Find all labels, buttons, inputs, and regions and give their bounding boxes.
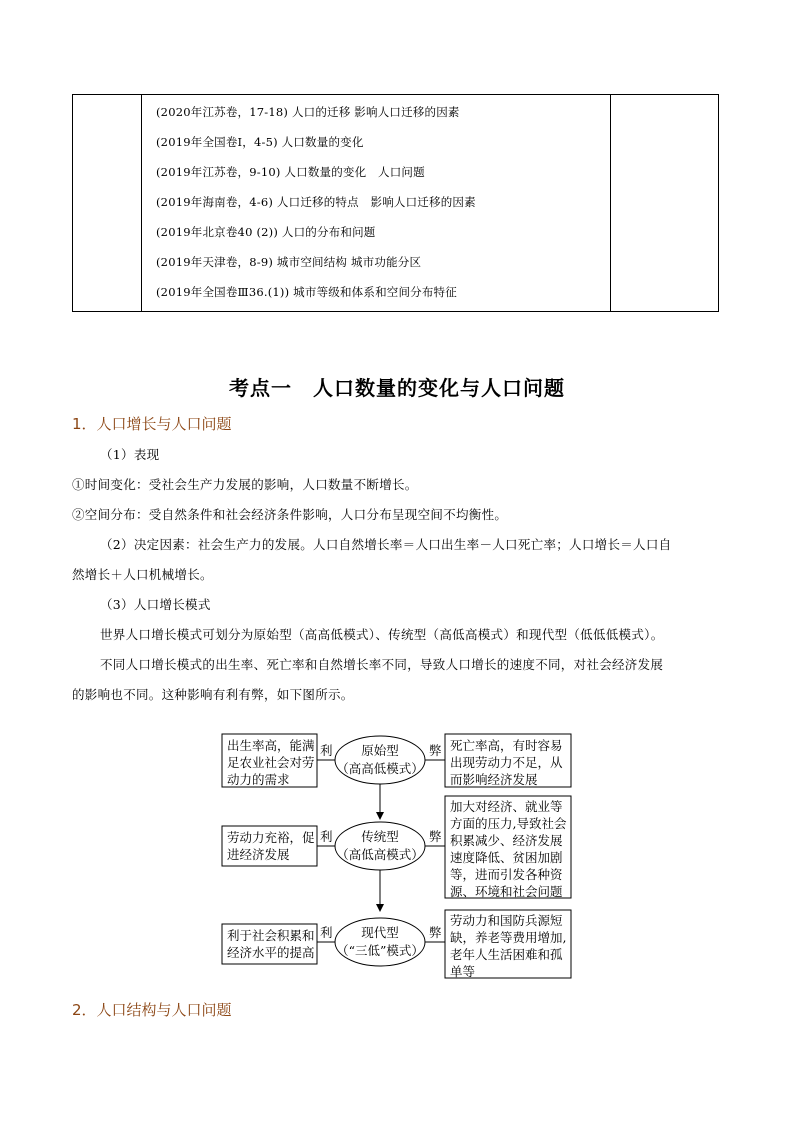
heading-population-growth: 1．人口增长与人口问题 — [72, 415, 232, 433]
reference-item: (2019年全国卷Ⅰ，4-5) 人口数量的变化 — [156, 135, 364, 149]
model-title: 原始型 — [361, 743, 399, 758]
text-line: 积累减少、经济发展 — [450, 833, 563, 848]
label-disadvantage-3: 弊 — [429, 925, 442, 940]
paragraph-effects: 不同人口增长模式的出生率、死亡率和自然增长率不同，导致人口增长的速度不同，对社会经济发展 — [100, 657, 664, 672]
text-line: 动力的需求 — [227, 772, 290, 787]
heading-population-structure: 2．人口结构与人口问题 — [72, 1001, 232, 1019]
text-line: 速度降低、贫困加剧 — [450, 850, 563, 865]
model-pattern: （“三低”模式） — [336, 943, 424, 958]
paragraph-determinants: （2）决定因素：社会生产力的发展。人口自然增长率＝人口出生率－人口死亡率；人口增长＝人口自 — [100, 537, 672, 552]
label-disadvantage-2: 弊 — [429, 829, 442, 844]
paragraph-time-change: ①时间变化：受社会生产力发展的影响，人口数量不断增长。 — [72, 477, 418, 492]
label-disadvantage-1: 弊 — [429, 743, 442, 758]
text-line: 出生率高，能满 — [227, 738, 315, 753]
text-line: 而影响经济发展 — [450, 772, 538, 787]
model-pattern: （高高低模式） — [336, 761, 424, 776]
text-line: 老年人生活困难和孤 — [450, 947, 563, 962]
reference-item: (2019年天津卷，8-9) 城市空间结构 城市功能分区 — [156, 255, 422, 269]
label-advantage-1: 利 — [320, 743, 333, 758]
section-title: 考点一 人口数量的变化与人口问题 — [229, 376, 565, 400]
label-advantage-3: 利 — [320, 925, 333, 940]
advantage-text-3 — [227, 927, 315, 961]
reference-item: (2019年全国卷Ⅲ36.(1)) 城市等级和体系和空间分布特征 — [156, 285, 457, 299]
advantage-text-2 — [227, 829, 315, 863]
advantage-text-1 — [227, 737, 315, 788]
reference-item: (2019年北京卷40 (2)) 人口的分布和问题 — [156, 225, 376, 239]
text-line: 足农业社会对劳 — [227, 755, 315, 770]
text-line: 等，进而引发各种资 — [450, 867, 563, 882]
model-name-traditional — [335, 828, 425, 864]
text-line: 源、环境和社会问题 — [450, 884, 563, 899]
paragraph-expression: （1）表现 — [100, 447, 160, 462]
text-line: 死亡率高，有时容易 — [450, 738, 563, 753]
text-line: 缺，养老等费用增加, — [450, 930, 567, 945]
model-title: 传统型 — [361, 829, 399, 844]
model-title: 现代型 — [361, 925, 399, 940]
paragraph-growth-model: （3）人口增长模式 — [100, 597, 211, 612]
text-line: 出现劳动力不足，从 — [450, 755, 563, 770]
model-name-primitive — [335, 742, 425, 778]
paragraph-determinants-cont: 然增长＋人口机械增长。 — [72, 567, 213, 582]
text-line: 利于社会积累和 — [227, 928, 315, 943]
paragraph-effects-cont: 的影响也不同。这种影响有利有弊，如下图所示。 — [72, 687, 354, 702]
model-name-modern — [335, 924, 425, 960]
disadvantage-text-2 — [450, 798, 566, 900]
model-pattern: （高低高模式） — [336, 847, 424, 862]
reference-item: (2019年海南卷，4-6) 人口迁移的特点 影响人口迁移的因素 — [156, 195, 476, 209]
text-line: 劳动力和国防兵源短 — [450, 913, 563, 928]
reference-item: (2020年江苏卷，17-18) 人口的迁移 影响人口迁移的因素 — [156, 105, 460, 119]
disadvantage-text-3 — [450, 912, 566, 980]
text-line: 方面的压力,导致社会 — [450, 816, 567, 831]
label-advantage-2: 利 — [320, 829, 333, 844]
text-line: 劳动力充裕，促 — [227, 830, 315, 845]
paragraph-model-types: 世界人口增长模式可划分为原始型（高高低模式）、传统型（高低高模式）和现代型（低低低模式）。 — [100, 627, 664, 642]
text-line: 经济水平的提高 — [227, 945, 315, 960]
paragraph-spatial-distribution: ②空间分布：受自然条件和社会经济条件影响，人口分布呈现空间不均衡性。 — [72, 507, 508, 522]
text-line: 单等 — [450, 964, 476, 979]
reference-item: (2019年江苏卷，9-10) 人口数量的变化 人口问题 — [156, 165, 425, 179]
text-line: 加大对经济、就业等 — [450, 799, 563, 814]
disadvantage-text-1 — [450, 737, 563, 788]
text-line: 进经济发展 — [227, 847, 290, 862]
